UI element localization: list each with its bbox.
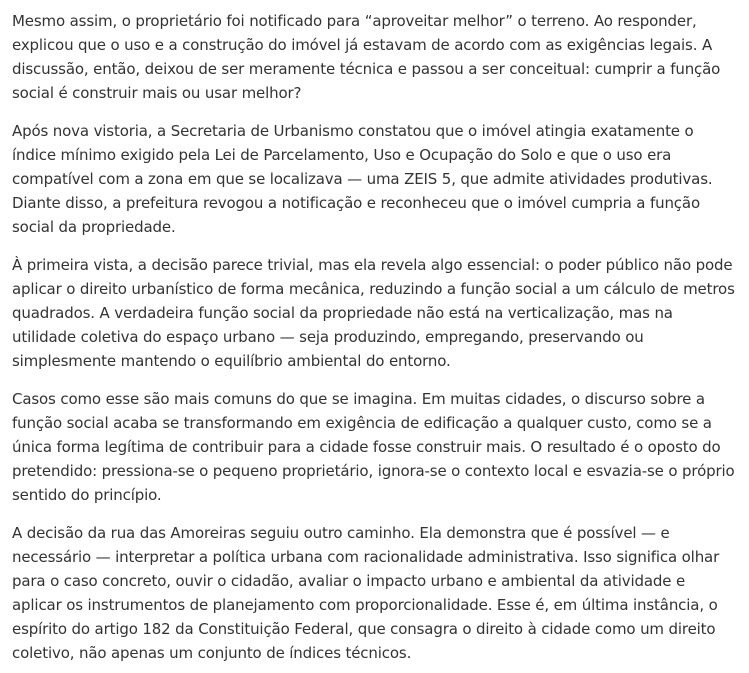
article-paragraph: Mesmo assim, o proprietário foi notificado para “aproveitar melhor” o terreno. Ao responder, explicou que o uso e a construção do imóvel já estavam de acordo com as exigências legais. A discussão, então, deixou de ser meramente técnica e passou a ser conceitual: cumprir a função social é construir mais ou usar melhor? bbox=[12, 12, 721, 102]
article-paragraph: À primeira vista, a decisão parece trivial, mas ela revela algo essencial: o poder público não pode aplicar o direito urbanístico de forma mecânica, reduzindo a função social a um cálculo de metros quadrados. A verdadeira função social da propriedade não está na verticalização, mas na utilidade coletiva do espaço urbano — seja produzindo, empregando, preservando ou simplesmente mantendo o equilíbrio ambiental do entorno. bbox=[12, 256, 735, 370]
article-paragraph: Após nova vistoria, a Secretaria de Urbanismo constatou que o imóvel atingia exatamente o índice mínimo exigido pela Lei de Parcelamento, Uso e Ocupação do Solo e que o uso era compatível com a zona em que se localizava — uma ZEIS 5, que admite atividades produtivas. Diante disso, a prefeitura revogou a notificação e reconheceu que o imóvel cumpria a função social da propriedade. bbox=[12, 122, 713, 236]
article-paragraph: Casos como esse são mais comuns do que se imagina. Em muitas cidades, o discurso sobre a função social acaba se transformando em exigência de edificação a qualquer custo, como se a única forma legítima de contribuir para a cidade fosse construir mais. O resultado é o oposto do pretendido: pressiona-se o pequeno proprietário, ignora-se o contexto local e esvazia-se o próprio sentido do princípio. bbox=[12, 390, 735, 504]
article-paragraph: A decisão da rua das Amoreiras seguiu outro caminho. Ela demonstra que é possível — e necessário — interpretar a política urbana com racionalidade administrativa. Isso significa olhar para o caso concreto, ouvir o cidadão, avaliar o impacto urbano e ambiental da atividade e aplicar os instrumentos de planejamento com proporcionalidade. Esse é, em última instância, o espírito do artigo 182 da Constituição Federal, que consagra o direito à cidade como um direito coletivo, não apenas um conjunto de índices técnicos. bbox=[12, 524, 720, 662]
